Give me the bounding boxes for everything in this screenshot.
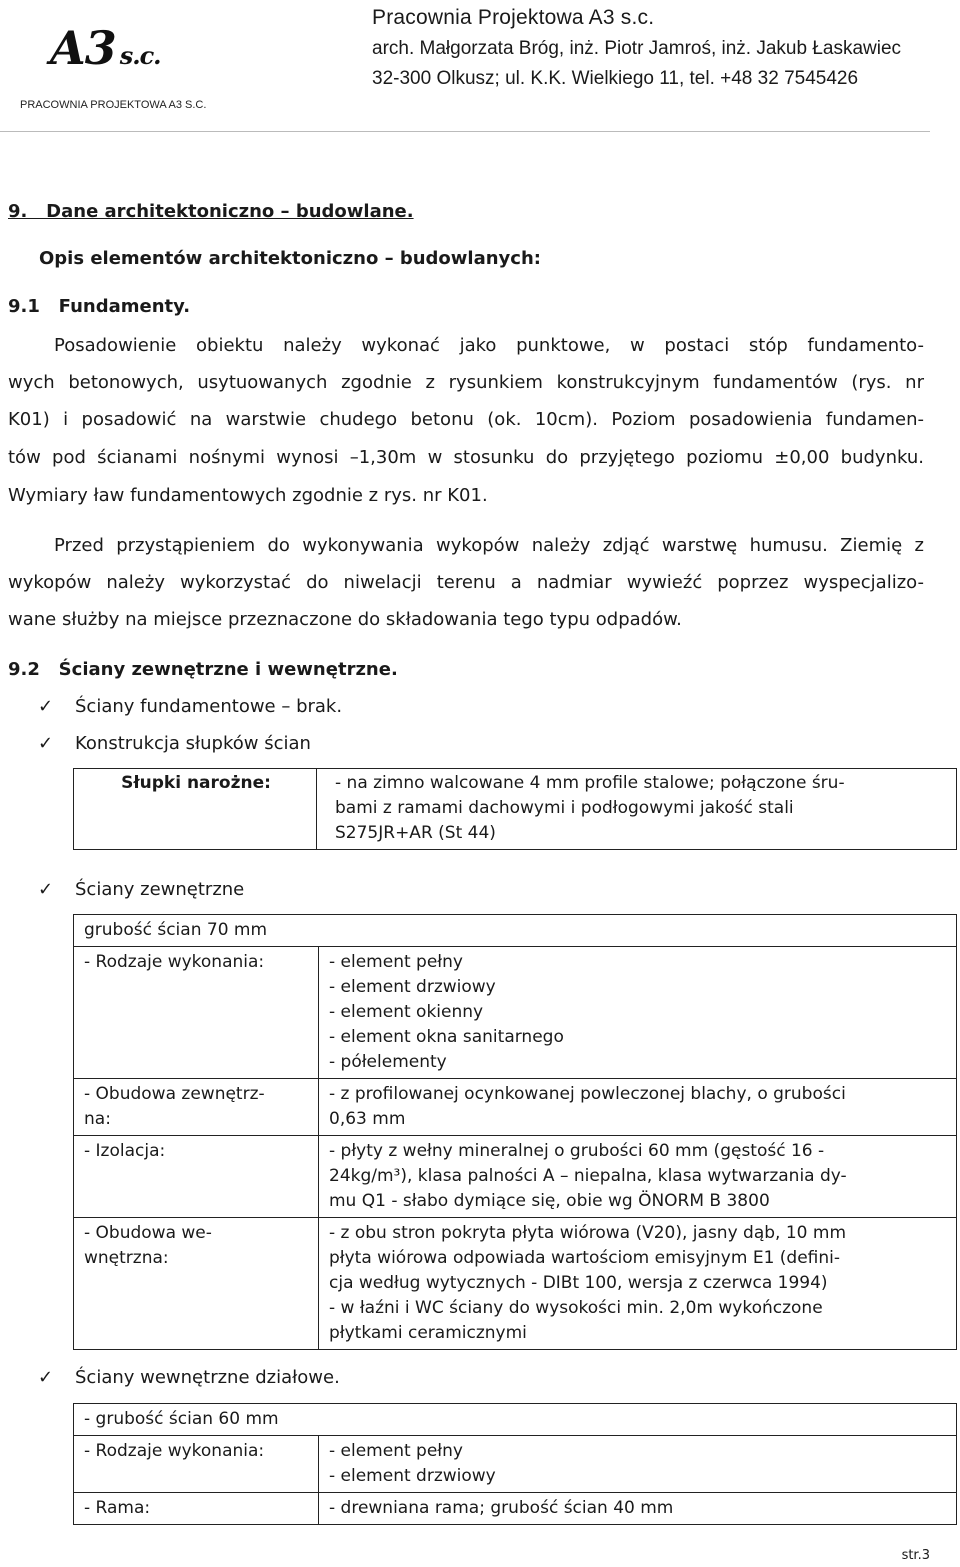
table-row xyxy=(74,947,957,1079)
external-value-insulation: - płyty z wełny mineralnej o grubości 60 mm (gęstość 16 - 24kg/m³), klasa palności A – niepalna, klasa wytwarzania dy- mu Q1 - słabo dymiące się, obie wg ÖNORM B 3800 xyxy=(319,1136,957,1218)
internal-label-types: - Rodzaje wykonania: xyxy=(74,1436,319,1493)
external-value-inner-cladding: - z obu stron pokryta płyta wiórowa (V20), jasny dąb, 10 mm płyta wiórowa odpowiada wartościom emisyjnym E1 (defini- cja według wytycznych - DIBt 100, wersja z czerwca 1994) - w łaźni i WC ściany do wysokości min. 2,0m wykończone płytkami ceramicznymi xyxy=(319,1218,957,1350)
checkmark-icon: ✓ xyxy=(38,696,54,717)
section-subheading: Opis elementów architektoniczno – budowlanych: xyxy=(39,248,541,269)
company-authors: arch. Małgorzata Bróg, inż. Piotr Jamroś, inż. Jakub Łaskawiec xyxy=(372,38,902,59)
table-row xyxy=(74,1404,957,1436)
foundations-line-4: tów pod ścianami nośnymi wynosi –1,30m w stosunku do przyjętego poziomu ±0,00 budynku. xyxy=(8,447,924,468)
internal-value-frame: - drewniana rama; grubość ścian 40 mm xyxy=(319,1493,957,1525)
table-row xyxy=(74,1136,957,1218)
table-row xyxy=(74,1436,957,1493)
internal-value-types: - element pełny - element drzwiowy xyxy=(319,1436,957,1493)
external-label-cladding: - Obudowa zewnętrz- na: xyxy=(74,1079,319,1136)
external-walls-title: grubość ścian 70 mm xyxy=(74,915,957,947)
bullet-post-construction: Konstrukcja słupków ścian xyxy=(75,733,311,754)
external-label-insulation: - Izolacja: xyxy=(74,1136,319,1218)
humus-line-1: Przed przystąpieniem do wykonywania wykopów należy zdjąć warstwę humusu. Ziemię z xyxy=(54,535,924,556)
checkmark-icon: ✓ xyxy=(38,1367,54,1388)
foundations-line-1: Posadowienie obiektu należy wykonać jako punktowe, w postaci stóp fundamento- xyxy=(54,335,924,356)
subsection-foundations-title: 9.1 Fundamenty. xyxy=(8,296,191,317)
company-address: 32-300 Olkusz; ul. K.K. Wielkiego 11, tel. +48 32 7545426 xyxy=(372,68,859,89)
posts-table xyxy=(73,768,957,850)
logo-caption: PRACOWNIA PROJEKTOWA A3 S.C. xyxy=(20,99,207,111)
posts-value: - na zimno walcowane 4 mm profile stalowe; połączone śru- bami z ramami dachowymi i podłogowymi jakość stali S275JR+AR (St 44) xyxy=(317,769,957,850)
table-row xyxy=(74,769,957,850)
logo-text: A3 xyxy=(50,21,116,75)
bullet-internal-walls: Ściany wewnętrzne działowe. xyxy=(75,1367,340,1388)
humus-line-2: wykopów należy wykorzystać do niwelacji terenu a nadmiar wywieźć poprzez wyspecjalizo- xyxy=(8,572,924,593)
checkmark-icon: ✓ xyxy=(38,733,54,754)
internal-walls-table xyxy=(73,1403,957,1525)
checkmark-icon: ✓ xyxy=(38,879,54,900)
page-number: str.3 xyxy=(901,1548,930,1563)
external-label-types: - Rodzaje wykonania: xyxy=(74,947,319,1079)
subsection-walls-title: 9.2 Ściany zewnętrzne i wewnętrzne. xyxy=(8,659,398,680)
table-row xyxy=(74,915,957,947)
external-walls-table xyxy=(73,914,957,1350)
section-heading: 9. Dane architektoniczno – budowlane. xyxy=(8,201,414,222)
header-divider xyxy=(0,131,930,132)
table-row xyxy=(74,1079,957,1136)
foundations-line-5: Wymiary ław fundamentowych zgodnie z rys. nr K01. xyxy=(8,485,488,506)
posts-label: Słupki narożne: xyxy=(74,769,317,850)
bullet-foundation-walls: Ściany fundamentowe – brak. xyxy=(75,696,343,717)
external-value-cladding: - z profilowanej ocynkowanej powleczonej blachy, o grubości 0,63 mm xyxy=(319,1079,957,1136)
external-value-types: - element pełny - element drzwiowy - element okienny - element okna sanitarnego - półelementy xyxy=(319,947,957,1079)
external-label-inner-cladding: - Obudowa we- wnętrzna: xyxy=(74,1218,319,1350)
internal-label-frame: - Rama: xyxy=(74,1493,319,1525)
company-logo xyxy=(50,18,161,86)
table-row xyxy=(74,1218,957,1350)
internal-walls-title: - grubość ścian 60 mm xyxy=(74,1404,957,1436)
bullet-external-walls: Ściany zewnętrzne xyxy=(75,879,245,900)
foundations-line-3: K01) i posadowić na warstwie chudego betonu (ok. 10cm). Poziom posadowienia fundamen- xyxy=(8,409,924,430)
company-name: Pracownia Projektowa A3 s.c. xyxy=(372,6,655,29)
logo-suffix: s.c. xyxy=(119,41,161,70)
foundations-line-2: wych betonowych, usytuowanych zgodnie z rysunkiem konstrukcyjnym fundamentów (rys. nr xyxy=(8,372,924,393)
humus-line-3: wane służby na miejsce przeznaczone do składowania tego typu odpadów. xyxy=(8,609,682,630)
table-row xyxy=(74,1493,957,1525)
